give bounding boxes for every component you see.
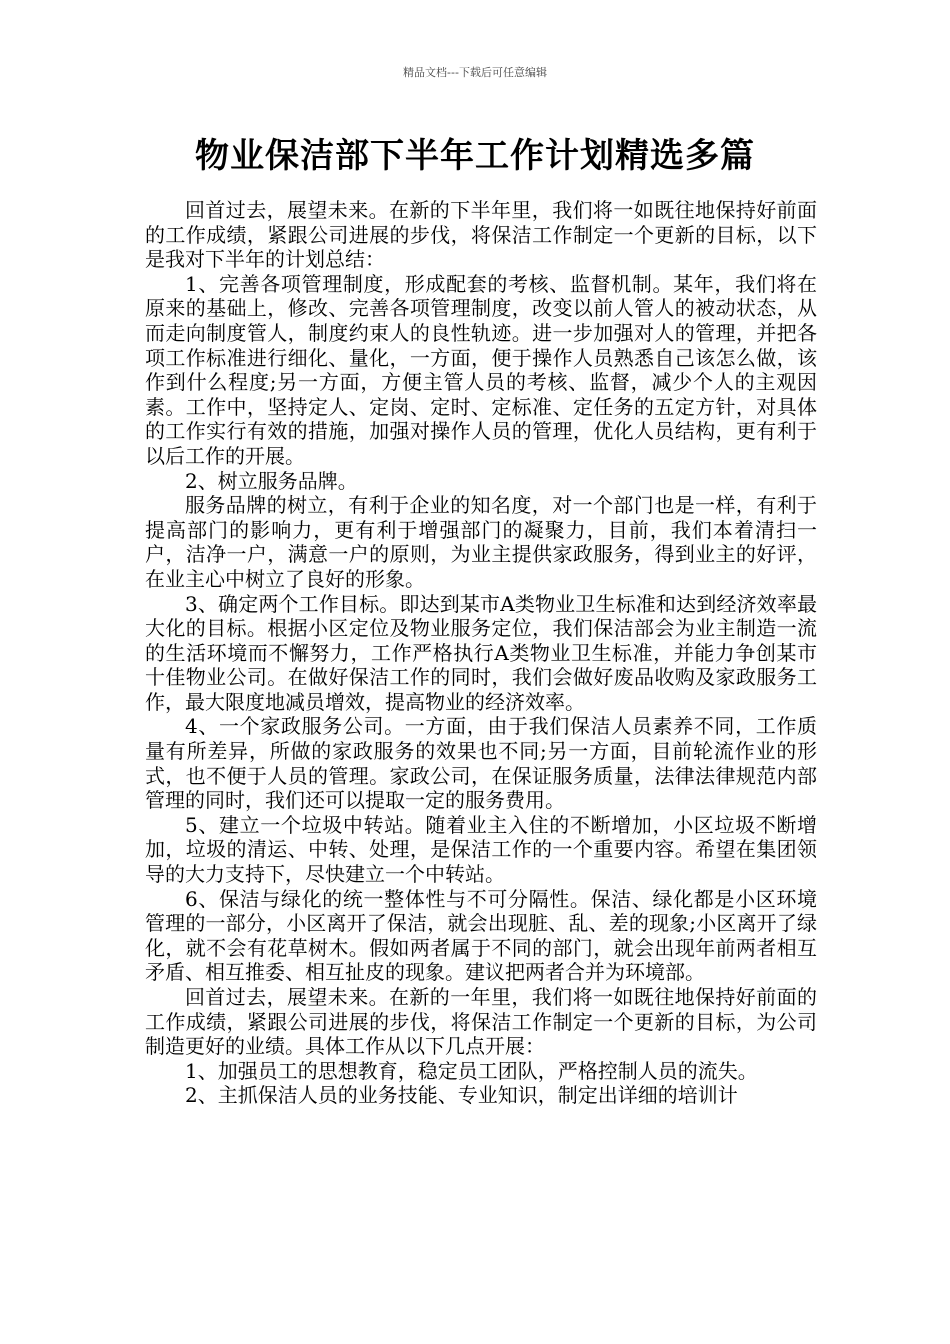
paragraph: 6、保洁与绿化的统一整体性与不可分隔性。保洁、绿化都是小区环境管理的一部分，小区离开了保洁，就会出现脏、乱、差的现象;小区离开了绿化，就不会有花草树木。假如两者属于不同的部门，就会出现年前两者相互矛盾、相互推委、相互扯皮的现象。建议把两者合并为环境部。: [145, 886, 817, 985]
document-title: 物业保洁部下半年工作计划精选多篇: [195, 136, 755, 176]
paragraph: 2、树立服务品牌。: [185, 468, 358, 493]
paragraph: 回首过去，展望未来。在新的一年里，我们将一如既往地保持好前面的工作成绩，紧跟公司进展的步伐，将保洁工作制定一个更新的目标，为公司制造更好的业绩。具体工作从以下几点开展：: [145, 985, 817, 1059]
paragraph: 3、确定两个工作目标。即达到某市A类物业卫生标准和达到经济效率最大化的目标。根据小区定位及物业服务定位，我们保洁部会为业主制造一流的生活环境而不懈努力，工作严格执行A类物业卫生标准，并能力争创某市十佳物业公司。在做好保洁工作的同时，我们会做好废品收购及家政服务工作，最大限度地减员增效，提高物业的经济效率。: [145, 591, 817, 714]
paragraph: 2、主抓保洁人员的业务技能、专业知识，制定出详细的培训计: [185, 1083, 738, 1108]
document-body: [145, 198, 817, 1108]
paragraph: 5、建立一个垃圾中转站。随着业主入住的不断增加，小区垃圾不断增加，垃圾的清运、中转、处理，是保洁工作的一个重要内容。希望在集团领导的大力支持下，尽快建立一个中转站。: [145, 812, 817, 887]
paragraph: 服务品牌的树立，有利于企业的知名度，对一个部门也是一样，有利于提高部门的影响力，更有利于增强部门的凝聚力，目前，我们本着清扫一户，洁净一户，满意一户的原则，为业主提供家政服务，得到业主的好评，在业主心中树立了良好的形象。: [145, 493, 817, 591]
header-note: 精品文档---下载后可任意编辑: [403, 66, 547, 79]
paragraph: 4、一个家政服务公司。一方面，由于我们保洁人员素养不同，工作质量有所差异，所做的家政服务的效果也不同;另一方面，目前轮流作业的形式，也不便于人员的管理。家政公司，在保证服务质量，法律法律规范内部管理的同时，我们还可以提取一定的服务费用。: [145, 714, 817, 813]
paragraph: 1、完善各项管理制度，形成配套的考核、监督机制。某年，我们将在原来的基础上，修改、完善各项管理制度，改变以前人管人的被动状态，从而走向制度管人，制度约束人的良性轨迹。进一步加强对人的管理，并把各项工作标准进行细化、量化，一方面，便于操作人员熟悉自己该怎么做，该作到什么程度;另一方面，方便主管人员的考核、监督，减少个人的主观因素。工作中，坚持定人、定岗、定时、定标准、定任务的五定方针，对具体的工作实行有效的措施，加强对操作人员的管理，优化人员结构，更有利于以后工作的开展。: [145, 271, 817, 468]
paragraph: 1、加强员工的思想教育，稳定员工团队，严格控制人员的流失。: [185, 1058, 758, 1083]
paragraph: 回首过去，展望未来。在新的下半年里，我们将一如既往地保持好前面的工作成绩，紧跟公司进展的步伐，将保洁工作制定一个更新的目标，以下是我对下半年的计划总结：: [145, 198, 817, 272]
